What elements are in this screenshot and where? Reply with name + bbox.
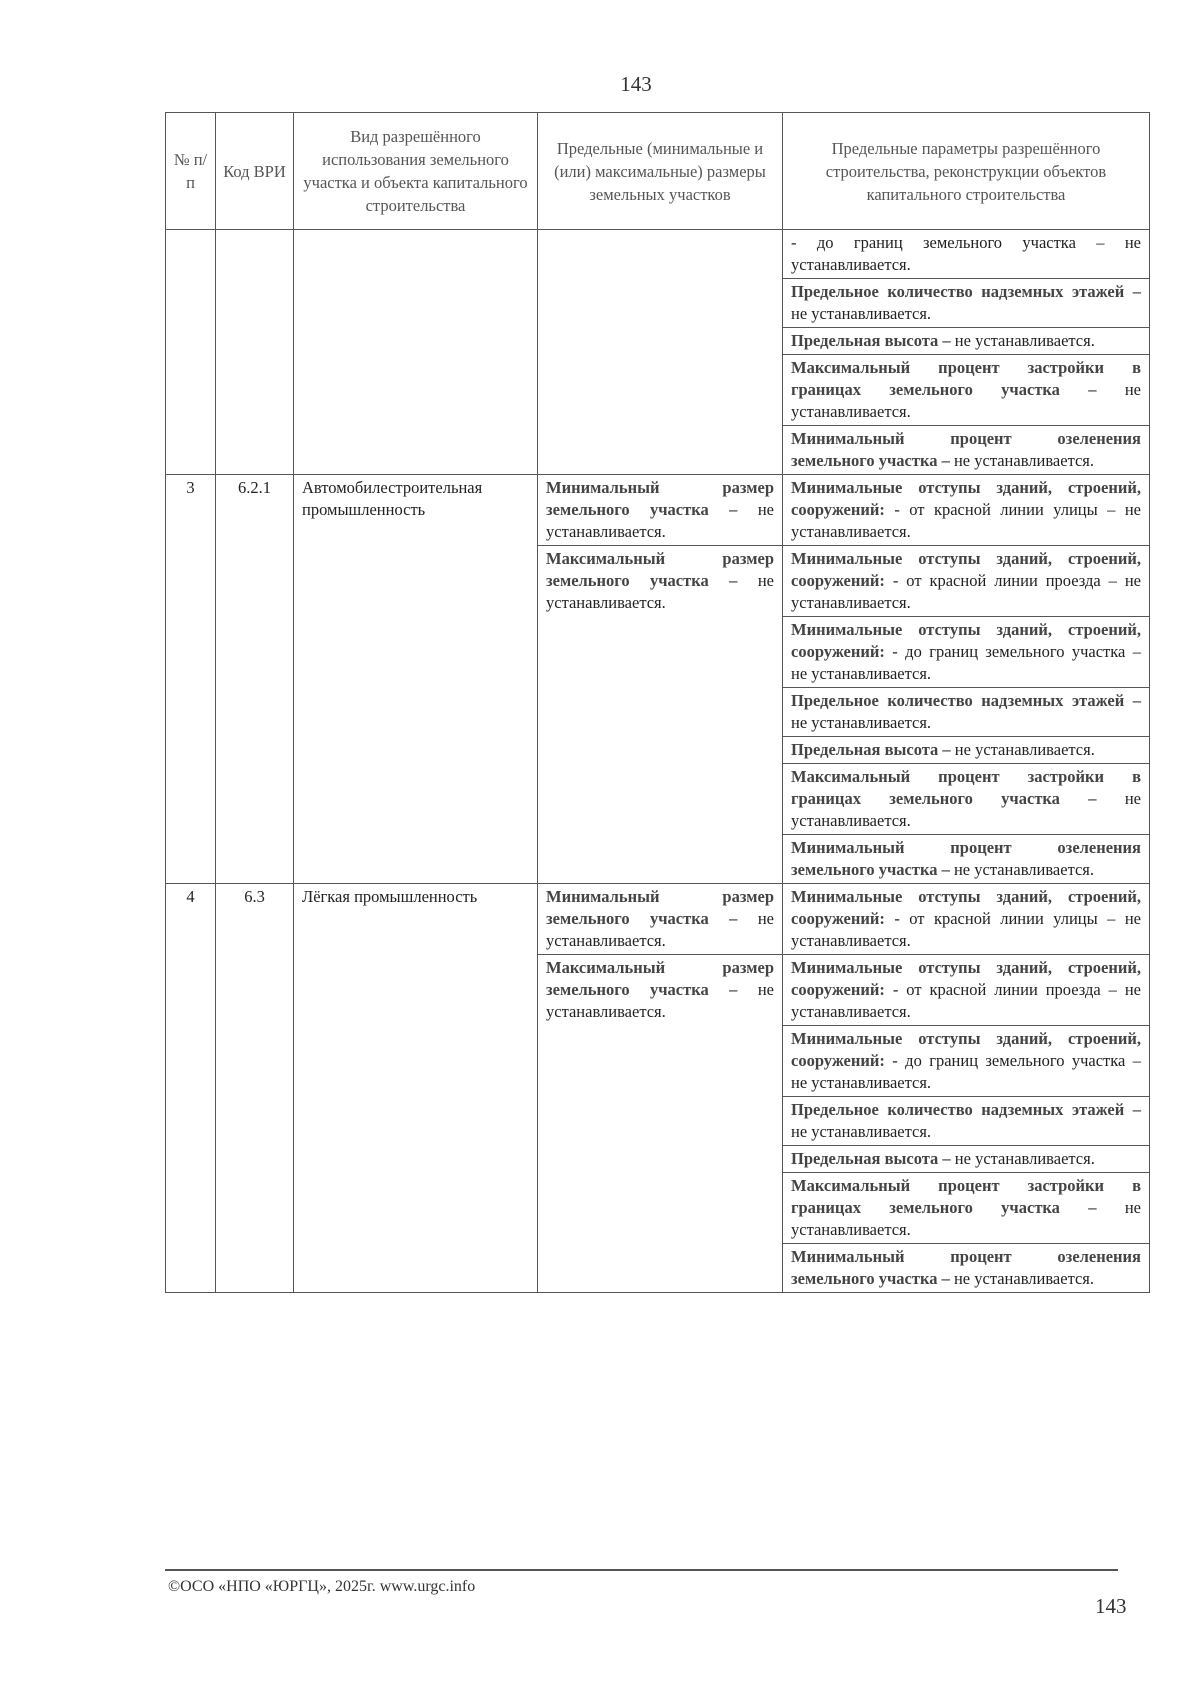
bold-text: Максимальный процент застройки в границах земельного участка – <box>791 1176 1141 1217</box>
bold-text: Предельное количество надземных этажей – <box>791 1100 1141 1119</box>
value-text: - от красной линии проезда – не устанавливается. <box>791 571 1141 612</box>
value-text: - до границ земельного участка – не устанавливается. <box>791 642 1141 683</box>
cell-num <box>166 230 216 475</box>
value-text: не устанавливается. <box>950 331 1095 350</box>
value-text: не устанавливается. <box>791 1122 932 1141</box>
header-type: Вид разрешённого использования земельного участка и объекта капитального строительства <box>294 113 538 230</box>
bold-text: Минимальные отступы зданий, строений, сооружений: <box>791 620 1141 661</box>
cell-num: 4 <box>166 884 216 1293</box>
bold-text: Предельное количество надземных этажей – <box>791 282 1141 301</box>
cell-num: 3 <box>166 475 216 884</box>
table-body <box>166 230 1150 1293</box>
regulations-table <box>165 112 1150 1293</box>
bold-text: Минимальные отступы зданий, строений, сооружений: <box>791 887 1141 928</box>
table-row <box>166 475 1150 546</box>
page-number-top: 143 <box>620 72 652 96</box>
cell-param <box>783 426 1150 475</box>
table-row <box>166 230 1150 279</box>
bold-text: Максимальный процент застройки в границах земельного участка – <box>791 767 1141 808</box>
bold-text: Минимальный процент озеленения земельного участка – <box>791 838 1141 879</box>
bold-text: Минимальный процент озеленения земельного участка – <box>791 429 1141 470</box>
header-num: № п/п <box>166 113 216 230</box>
cell-param <box>783 617 1150 688</box>
bold-text: Предельная высота – <box>791 1149 951 1168</box>
cell-param <box>783 230 1150 279</box>
value-text: - до границ земельного участка – не устанавливается. <box>791 233 1141 274</box>
cell-param <box>783 546 1150 617</box>
bold-text: Минимальный размер земельного участка – <box>546 478 774 519</box>
cell-code: 6.2.1 <box>216 475 294 884</box>
value-text: не устанавливается. <box>546 909 774 950</box>
cell-param <box>783 737 1150 764</box>
value-text: не устанавливается. <box>791 380 1141 421</box>
value-text: - от красной линии улицы – не устанавливается. <box>791 500 1141 541</box>
cell-type: Автомобилестроительная промышленность <box>294 475 538 884</box>
bold-text: Предельное количество надземных этажей – <box>791 691 1141 710</box>
header-size: Предельные (минимальные и (или) максимальные) размеры земельных участков <box>538 113 783 230</box>
cell-type: Лёгкая промышленность <box>294 884 538 1293</box>
bold-text: Минимальные отступы зданий, строений, сооружений: <box>791 478 1141 519</box>
page-number-bottom: 143 <box>1095 1594 1127 1618</box>
value-text: не устанавливается. <box>791 713 932 732</box>
cell-param <box>783 1026 1150 1097</box>
bold-text: Максимальный размер земельного участка – <box>546 549 774 590</box>
cell-code <box>216 230 294 475</box>
cell-param <box>783 1244 1150 1293</box>
cell-param <box>783 1173 1150 1244</box>
value-text: - от красной линии проезда – не устанавливается. <box>791 980 1141 1021</box>
value-text: - от красной линии улицы – не устанавливается. <box>791 909 1141 950</box>
bold-text: Минимальные отступы зданий, строений, сооружений: <box>791 1029 1141 1070</box>
header-code: Код ВРИ <box>216 113 294 230</box>
header-params: Предельные параметры разрешённого строительства, реконструкции объектов капитального строительства <box>783 113 1150 230</box>
cell-param <box>783 1146 1150 1173</box>
cell-size <box>538 546 783 884</box>
value-text: - до границ земельного участка – не устанавливается. <box>791 1051 1141 1092</box>
bold-text: Предельная высота – <box>791 740 951 759</box>
footer-divider <box>165 1569 1118 1571</box>
bold-text: Максимальный процент застройки в границах земельного участка – <box>791 358 1141 399</box>
bold-text: Минимальные отступы зданий, строений, сооружений: <box>791 549 1141 590</box>
value-text: не устанавливается. <box>949 860 1095 879</box>
value-text: не устанавливается. <box>950 1149 1095 1168</box>
value-text: не устанавливается. <box>949 1269 1095 1288</box>
value-text: не устанавливается. <box>546 500 774 541</box>
cell-size <box>538 475 783 546</box>
table-row <box>166 884 1150 955</box>
cell-size <box>538 884 783 955</box>
value-text: не устанавливается. <box>949 451 1095 470</box>
cell-param <box>783 688 1150 737</box>
cell-param <box>783 475 1150 546</box>
value-text: не устанавливается. <box>546 980 774 1021</box>
footer-copyright: ©ОСО «НПО «ЮРГЦ», 2025г. www.urgc.info <box>168 1578 476 1595</box>
table-header-row <box>166 113 1150 230</box>
cell-param <box>783 328 1150 355</box>
cell-param <box>783 279 1150 328</box>
value-text: не устанавливается. <box>791 1198 1141 1239</box>
bold-text: Максимальный размер земельного участка – <box>546 958 774 999</box>
cell-param <box>783 355 1150 426</box>
value-text: не устанавливается. <box>950 740 1095 759</box>
value-text: не устанавливается. <box>791 304 932 323</box>
cell-size <box>538 955 783 1293</box>
bold-text: Минимальный размер земельного участка – <box>546 887 774 928</box>
cell-param <box>783 1097 1150 1146</box>
bold-text: Минимальный процент озеленения земельного участка – <box>791 1247 1141 1288</box>
value-text: не устанавливается. <box>791 789 1141 830</box>
cell-param <box>783 955 1150 1026</box>
bold-text: Предельная высота – <box>791 331 951 350</box>
cell-size <box>538 230 783 475</box>
cell-code: 6.3 <box>216 884 294 1293</box>
cell-param <box>783 884 1150 955</box>
value-text: не устанавливается. <box>546 571 774 612</box>
cell-param <box>783 835 1150 884</box>
cell-param <box>783 764 1150 835</box>
cell-type <box>294 230 538 475</box>
bold-text: Минимальные отступы зданий, строений, сооружений: <box>791 958 1141 999</box>
